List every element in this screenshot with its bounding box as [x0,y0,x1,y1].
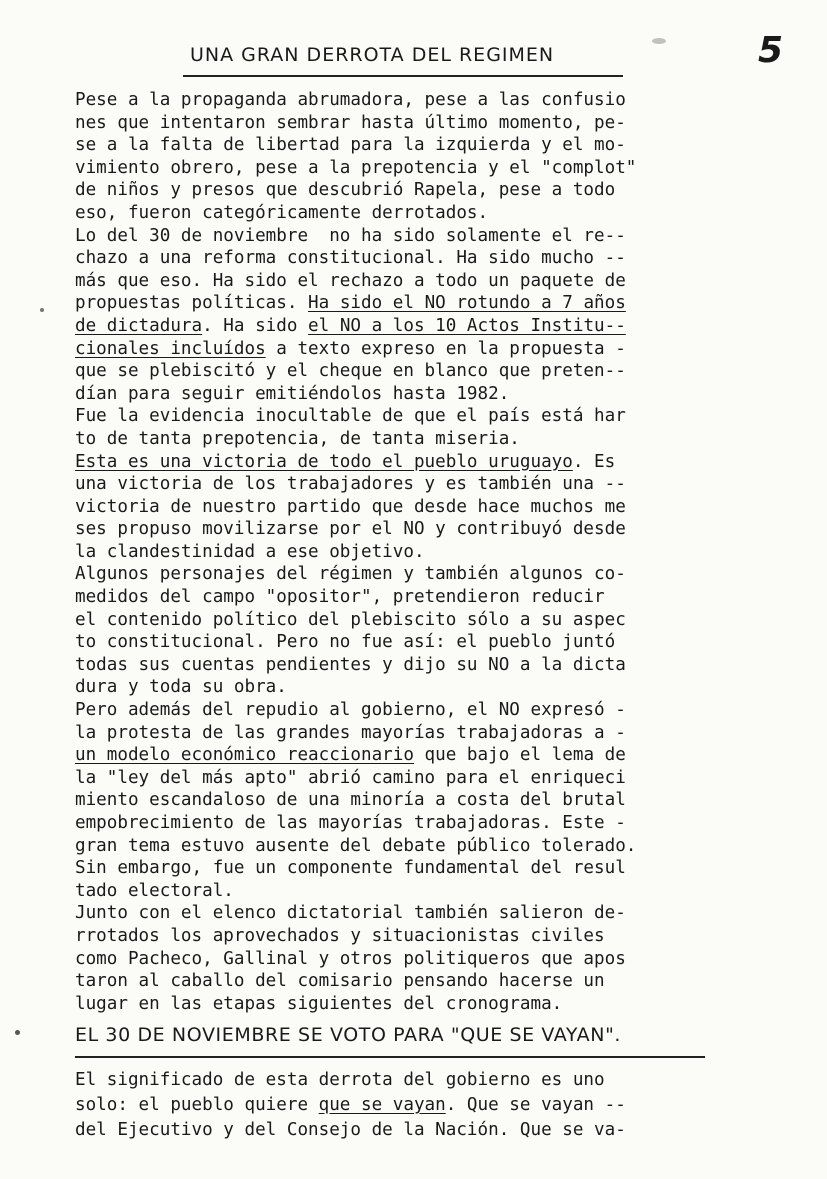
text-line: propuestas políticas. Ha sido el NO rotundo a 7 años [75,293,626,314]
text-line: lugar en las etapas siguientes del cronograma. [75,993,563,1014]
text-line: taron al caballo del comisario pensando hacerse un [75,971,605,992]
text-line: ses propuso movilizarse por el NO y contribuyó desde [75,519,626,540]
text-line: todas sus cuentas pendientes y dijo su NO a la dicta [75,654,626,675]
text-line: tado electoral. [75,880,234,901]
text-line: victoria de nuestro partido que desde hace muchos me [75,496,626,517]
text-line: un modelo económico reaccionario que bajo el lema de [75,745,626,766]
text-line: Algunos personajes del régimen y también algunos co- [75,564,626,585]
text-line: empobrecimiento de las mayorías trabajadoras. Este - [75,813,626,833]
text-line: vimiento obrero, pese a la prepotencia y el "complot" [75,157,637,178]
text-line: miento escandaloso de una minoría a costa del brutal [75,790,626,811]
text-line: la "ley del más apto" abrió camino para el enriqueci [75,767,626,788]
text-line: medidos del campo "opositor", pretendieron reducir [75,587,605,608]
text-line: Junto con el elenco dictatorial también salieron de- [75,903,626,924]
text-line: Sin embargo, fue un componente fundamental del resul [75,858,626,879]
text-line: cionales incluídos a texto expreso en la propuesta - [75,338,626,359]
text-line: to de tanta prepotencia, de tanta miseria. [75,428,520,449]
text-line: Pero además del repudio al gobierno, el NO expresó - [75,700,626,721]
section-text [75,1068,790,1143]
text-line: solo: el pueblo quiere que se vayan. Que se vayan -- [75,1095,626,1115]
text-line: Esta es una victoria de todo el pueblo uruguayo. Es [75,451,616,472]
underlined-text: un modelo económico reaccionario [75,745,414,766]
underlined-text: Ha sido el NO rotundo a 7 años [308,293,626,314]
text-line: el contenido político del plebiscito sólo a su aspec [75,609,626,630]
text-line: de niños y presos que descubrió Rapela, pese a todo [75,180,616,201]
section-heading-underline [75,1056,705,1058]
body-text [75,89,790,1015]
text-line: Lo del 30 de noviembre no ha sido solamente el re-- [75,225,626,246]
text-line: más que eso. Ha sido el rechazo a todo un paquete de [75,270,626,291]
text-line: la clandestinidad a ese objetivo. [75,541,425,562]
text-line: como Pacheco, Gallinal y otros politiqueros que apos [75,948,626,969]
underlined-text: de dictadura [75,315,203,336]
underlined-text: que se vayan [318,1095,446,1115]
text-line: dían para seguir emitiéndolos hasta 1982. [75,383,510,404]
margin-mark [15,1030,20,1035]
text-line: que se plebiscitó y el cheque en blanco que preten-- [75,361,626,382]
section-heading: EL 30 DE NOVIEMBRE SE VOTO PARA "QUE SE VAYAN". [75,1024,622,1046]
text-line: se a la falta de libertad para la izquierda y el mo- [75,135,626,156]
ink-smudge [652,38,666,44]
page-header-title: UNA GRAN DERROTA DEL REGIMEN [190,44,555,66]
underlined-text: el NO a los 10 Actos Institu-- [308,315,626,336]
underlined-text: cionales incluídos [75,338,266,359]
text-line: to constitucional. Pero no fue así: el pueblo juntó [75,632,616,653]
text-line: la protesta de las grandes mayorías trabajadoras a - [75,722,626,743]
text-line: Fue la evidencia inocultable de que el país está har [75,406,626,427]
text-line: dura y toda su obra. [75,677,287,698]
text-line: eso, fueron categóricamente derrotados. [75,202,489,223]
text-line: una victoria de los trabajadores y es también una -- [75,474,626,495]
header-underline [183,75,623,77]
page-number: 5 [758,30,784,71]
text-line: del Ejecutivo y del Consejo de la Nación. Que se va- [75,1120,626,1140]
text-line: chazo a una reforma constitucional. Ha sido mucho -- [75,248,626,269]
text-line: nes que intentaron sembrar hasta último momento, pe- [75,112,626,133]
margin-mark [40,308,44,312]
text-line: gran tema estuvo ausente del debate público tolerado. [75,835,637,856]
text-line: rrotados los aprovechados y situacionistas civiles [75,925,605,946]
text-line: El significado de esta derrota del gobierno es uno [75,1070,605,1090]
underlined-text: Esta es una victoria de todo el pueblo uruguayo [75,451,573,472]
text-line: de dictadura. Ha sido el NO a los 10 Actos Institu-- [75,315,626,336]
text-line: Pese a la propaganda abrumadora, pese a las confusio [75,90,626,110]
